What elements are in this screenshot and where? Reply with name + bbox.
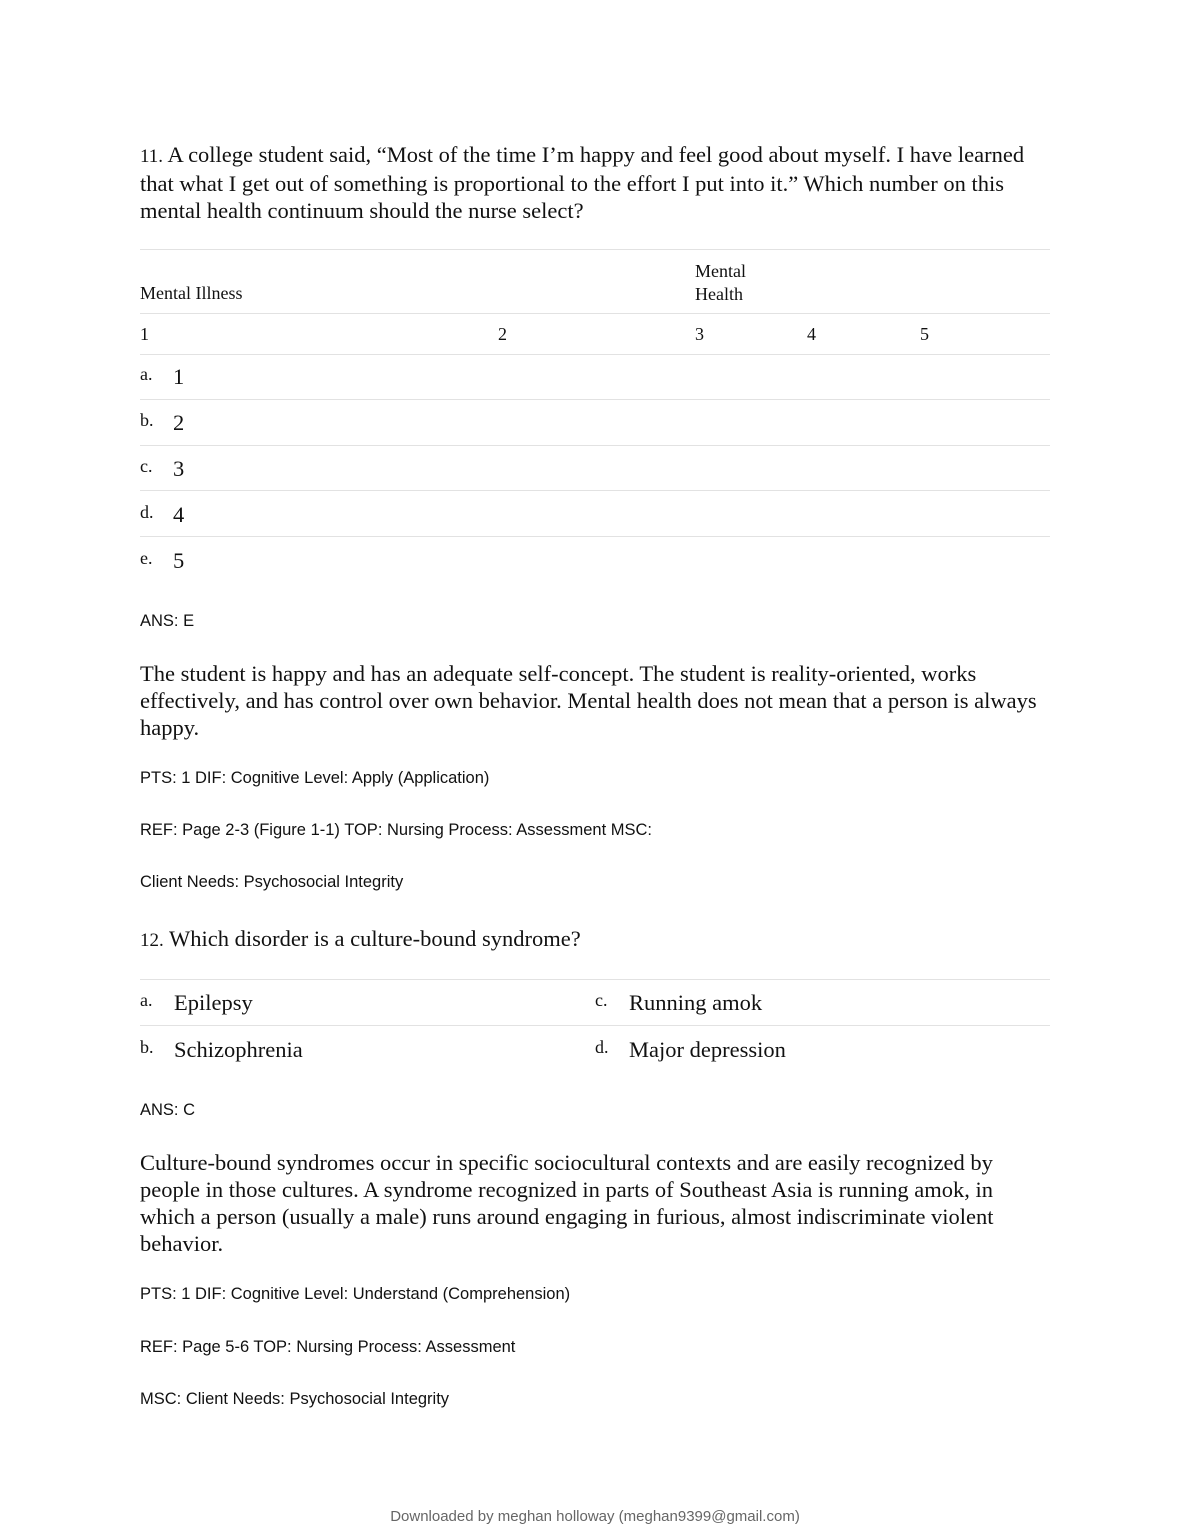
option-e[interactable]: e. 5: [140, 548, 185, 573]
continuum-number: 3: [695, 324, 704, 344]
option-a[interactable]: a. Epilepsy: [140, 990, 253, 1015]
rationale: The student is happy and has an adequate self-concept. The student is reality-oriented, works effectively, and has control over own behavior. Mental health does not mean that a person is always happy.: [140, 661, 1037, 740]
table-divider: [140, 445, 1050, 446]
table-divider: [140, 1025, 1050, 1026]
table-divider: [140, 490, 1050, 491]
option-c[interactable]: c. 3: [140, 456, 185, 481]
option-c[interactable]: c. Running amok: [595, 990, 763, 1015]
question-11-number: 11.: [140, 146, 164, 167]
pts-line: PTS: 1 DIF: Cognitive Level: Understand (Comprehension): [140, 1285, 571, 1303]
continuum-left-label: Mental Illness: [140, 283, 243, 303]
ref-line: REF: Page 5-6 TOP: Nursing Process: Assessment: [140, 1338, 516, 1356]
question-12-text: Which disorder is a culture-bound syndrome?: [168, 926, 581, 951]
continuum-number: 5: [920, 324, 929, 344]
option-b[interactable]: b. 2: [140, 410, 185, 435]
ref-line: REF: Page 2-3 (Figure 1-1) TOP: Nursing Process: Assessment MSC:: [140, 821, 652, 839]
table-divider: [140, 249, 1050, 250]
continuum-number: 1: [140, 324, 149, 344]
question-11-text: A college student said, “Most of the time I’m happy and feel good about myself. I have learned that what I get out of something is proportional to the effort I put into it.” Which number on this mental health continuum should the nurse select?: [140, 142, 1025, 223]
option-a[interactable]: a. 1: [140, 364, 185, 389]
table-divider: [140, 354, 1050, 355]
rationale: Culture-bound syndromes occur in specific sociocultural contexts and are easily recognized by people in those cultures. A syndrome recognized in parts of Southeast Asia is running amok, in which a person (usually a male) runs around engaging in furious, almost indiscriminate violent behavior.: [140, 1150, 994, 1256]
pts-line: PTS: 1 DIF: Cognitive Level: Apply (Application): [140, 769, 490, 787]
question-11-stem: [140, 141, 1050, 224]
download-footer: Downloaded by meghan holloway (meghan9399@gmail.com): [390, 1508, 800, 1525]
table-divider: [140, 399, 1050, 400]
option-d[interactable]: d. 4: [140, 502, 185, 527]
continuum-number: 2: [498, 324, 507, 344]
continuum-number: 4: [807, 324, 816, 344]
continuum-right-label: Mental Health: [695, 261, 746, 304]
question-12-stem: [140, 925, 1050, 954]
table-divider: [140, 313, 1050, 314]
option-d[interactable]: d. Major depression: [595, 1037, 786, 1062]
table-divider: [140, 536, 1050, 537]
answer: ANS: C: [140, 1101, 196, 1119]
answer: ANS: E: [140, 612, 195, 630]
option-b[interactable]: b. Schizophrenia: [140, 1037, 303, 1062]
client-needs-line: MSC: Client Needs: Psychosocial Integrity: [140, 1390, 450, 1408]
table-divider: [140, 979, 1050, 980]
question-12-number: 12.: [140, 930, 164, 951]
client-needs-line: Client Needs: Psychosocial Integrity: [140, 873, 404, 891]
